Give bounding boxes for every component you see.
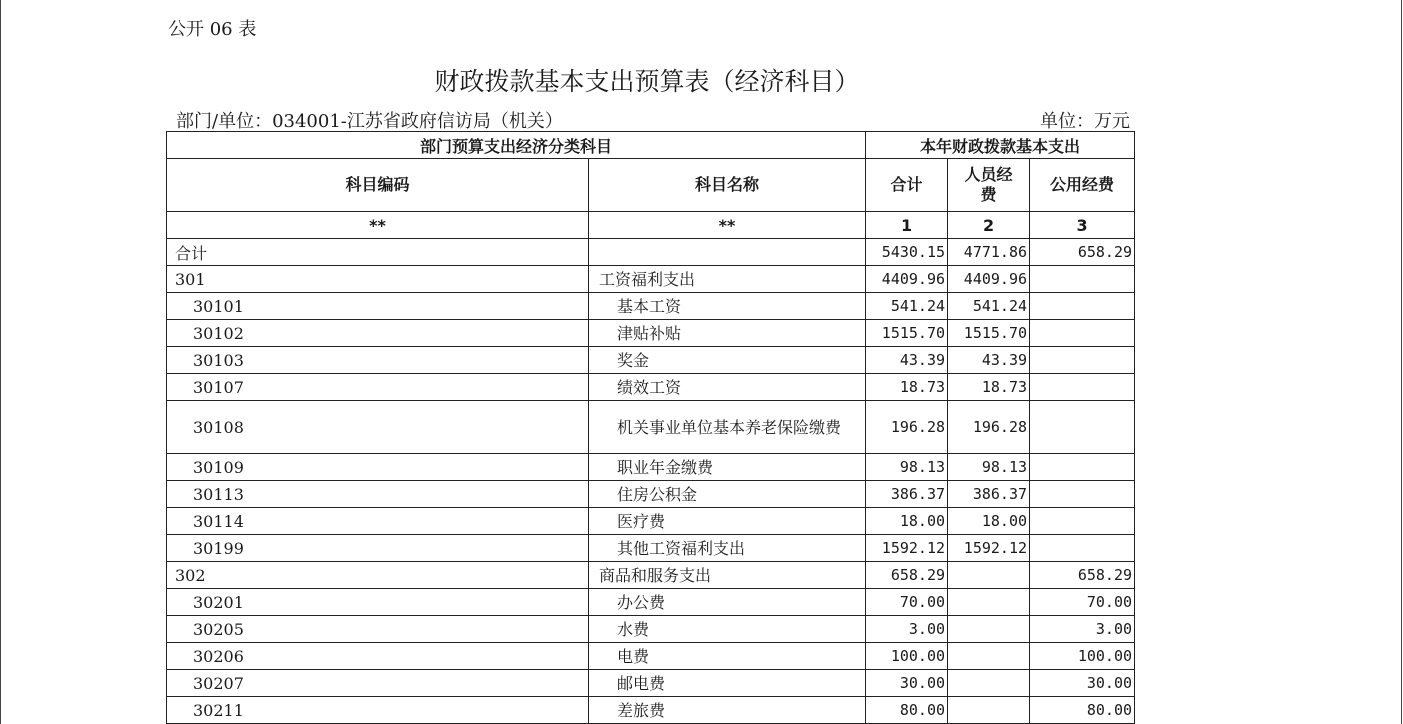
table-row [167,454,1135,481]
cell-total: 196.28 [866,401,948,454]
cell-public [1030,347,1135,374]
cell-public: 70.00 [1030,589,1135,616]
cell-code: 30108 [167,401,589,454]
header-group-economic-classification: 部门预算支出经济分类科目 [167,132,866,159]
cell-personnel [948,562,1030,589]
cell-code: 30206 [167,643,589,670]
cell-public [1030,535,1135,562]
cell-public: 658.29 [1030,562,1135,589]
cell-code: 30101 [167,293,589,320]
cell-public: 3.00 [1030,616,1135,643]
header-public: 公用经费 [1030,159,1135,212]
cell-total: 43.39 [866,347,948,374]
cell-personnel [948,643,1030,670]
cell-total: 80.00 [866,697,948,724]
table-row [167,374,1135,401]
table-row [167,562,1135,589]
cell-public: 658.29 [1030,239,1135,266]
cell-code: 30201 [167,589,589,616]
table-row [167,697,1135,724]
cell-name: 其他工资福利支出 [589,535,866,562]
cell-code: 30109 [167,454,589,481]
cell-total: 5430.15 [866,239,948,266]
cell-code: 302 [167,562,589,589]
cell-total: 100.00 [866,643,948,670]
cell-personnel: 18.00 [948,508,1030,535]
table-row [167,266,1135,293]
cell-total: 70.00 [866,589,948,616]
cell-personnel [948,697,1030,724]
cell-public: 80.00 [1030,697,1135,724]
cell-code: 30211 [167,697,589,724]
cell-code: 30207 [167,670,589,697]
department-label: 部门/单位：034001-江苏省政府信访局（机关） [176,111,563,132]
header-index-1: 1 [866,212,948,239]
table-row [167,589,1135,616]
table-row [167,293,1135,320]
cell-total: 98.13 [866,454,948,481]
cell-code: 301 [167,266,589,293]
table-row [167,347,1135,374]
cell-public: 30.00 [1030,670,1135,697]
table-row [167,320,1135,347]
cell-total: 386.37 [866,481,948,508]
cell-name: 机关事业单位基本养老保险缴费 [589,401,866,454]
cell-name: 职业年金缴费 [589,454,866,481]
cell-code: 30107 [167,374,589,401]
table-row [167,670,1135,697]
header-group-basic-expenditure: 本年财政拨款基本支出 [866,132,1135,159]
cell-personnel: 4409.96 [948,266,1030,293]
table-row [167,535,1135,562]
cell-total: 541.24 [866,293,948,320]
header-code: 科目编码 [167,159,589,212]
cell-public: 100.00 [1030,643,1135,670]
cell-public [1030,481,1135,508]
cell-personnel: 196.28 [948,401,1030,454]
table-row [167,616,1135,643]
header-name: 科目名称 [589,159,866,212]
cell-public [1030,320,1135,347]
cell-name: 办公费 [589,589,866,616]
cell-public [1030,374,1135,401]
cell-public [1030,508,1135,535]
page-title: 财政拨款基本支出预算表（经济科目） [434,67,860,96]
cell-total: 1515.70 [866,320,948,347]
cell-code: 30205 [167,616,589,643]
budget-table [166,131,1135,724]
cell-personnel: 1592.12 [948,535,1030,562]
table-row-total [167,239,1135,266]
cell-public [1030,454,1135,481]
header-index-name: ** [589,212,866,239]
header-index-3: 3 [1030,212,1135,239]
cell-name: 奖金 [589,347,866,374]
cell-code: 30113 [167,481,589,508]
cell-personnel: 98.13 [948,454,1030,481]
cell-code: 合计 [167,239,589,266]
cell-code: 30199 [167,535,589,562]
cell-code: 30114 [167,508,589,535]
cell-personnel [948,670,1030,697]
cell-code: 30102 [167,320,589,347]
cell-personnel [948,589,1030,616]
header-personnel: 人员经费 [948,159,1030,212]
cell-name: 基本工资 [589,293,866,320]
cell-total: 1592.12 [866,535,948,562]
cell-total: 4409.96 [866,266,948,293]
table-row [167,481,1135,508]
cell-total: 18.00 [866,508,948,535]
cell-personnel: 43.39 [948,347,1030,374]
cell-name [589,239,866,266]
cell-name: 津贴补贴 [589,320,866,347]
cell-name: 医疗费 [589,508,866,535]
cell-name: 绩效工资 [589,374,866,401]
cell-personnel: 4771.86 [948,239,1030,266]
table-row [167,401,1135,454]
cell-public [1030,293,1135,320]
cell-personnel [948,616,1030,643]
cell-name: 差旅费 [589,697,866,724]
cell-total: 3.00 [866,616,948,643]
cell-name: 住房公积金 [589,481,866,508]
form-number: 公开 06 表 [168,19,257,40]
cell-name: 电费 [589,643,866,670]
cell-personnel: 541.24 [948,293,1030,320]
cell-name: 邮电费 [589,670,866,697]
cell-total: 30.00 [866,670,948,697]
table-row [167,643,1135,670]
cell-personnel: 1515.70 [948,320,1030,347]
page-border-right [1401,0,1402,724]
cell-name: 水费 [589,616,866,643]
cell-name: 工资福利支出 [589,266,866,293]
cell-total: 18.73 [866,374,948,401]
cell-personnel: 386.37 [948,481,1030,508]
table-row [167,508,1135,535]
page-border-left [0,0,1,724]
cell-code: 30103 [167,347,589,374]
cell-public [1030,401,1135,454]
header-total: 合计 [866,159,948,212]
header-index-2: 2 [948,212,1030,239]
cell-public [1030,266,1135,293]
header-index-code: ** [167,212,589,239]
cell-total: 658.29 [866,562,948,589]
unit-label: 单位：万元 [1040,111,1130,132]
cell-name: 商品和服务支出 [589,562,866,589]
cell-personnel: 18.73 [948,374,1030,401]
